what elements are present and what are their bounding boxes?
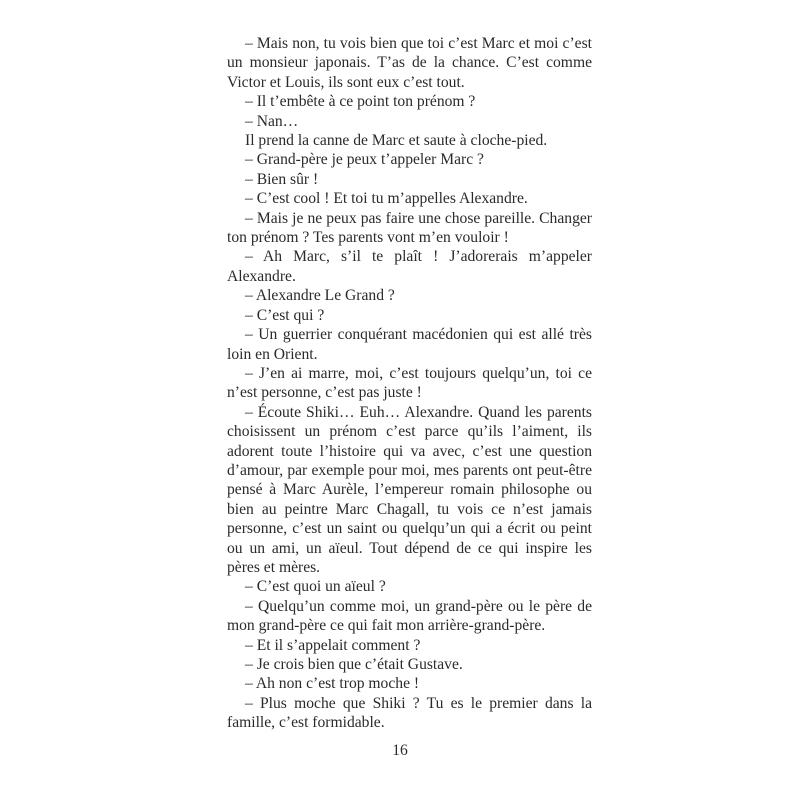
paragraph-7: – C’est cool ! Et toi tu m’appelles Alexandre.: [245, 190, 528, 208]
paragraph-17: – Et il s’appelait comment ?: [245, 636, 421, 654]
paragraph-9: – Ah Marc, s’il te plaît ! J’adorerais m’appeler Alexandre.: [227, 248, 592, 285]
paragraph-14: – Écoute Shiki… Euh… Alexandre. Quand les parents choisissent un prénom c’est parce qu’ils l’aiment, ils adorent toute l’histoire qui va avec, c’est une question d’amour, par exemple pour moi, mes parents ont peut-être pensé à Marc Aurèle, l’empereur romain philosophe ou bien au peintre Marc Chagall, tu vois ce n’est jamais personne, c’est un saint ou quelqu’un qui a écrit ou peint ou un ami, un aïeul. Tout dépend de ce qui inspire les pères et mères.: [227, 403, 592, 576]
paragraph-5: – Grand-père je peux t’appeler Marc ?: [245, 151, 484, 169]
paragraph-15: – C’est quoi un aïeul ?: [245, 578, 386, 596]
paragraph-10: – Alexandre Le Grand ?: [245, 287, 395, 305]
book-page: [227, 34, 592, 733]
paragraph-4: Il prend la canne de Marc et saute à cloche-pied.: [245, 132, 548, 150]
paragraph-13: – J’en ai marre, moi, c’est toujours quelqu’un, toi ce n’est personne, c’est pas juste !: [227, 364, 592, 402]
page-number: 16: [392, 742, 408, 759]
paragraph-2: – Il t’embête à ce point ton prénom ?: [245, 93, 476, 111]
paragraph-6: – Bien sûr !: [245, 170, 319, 188]
paragraph-11: – C’est qui ?: [245, 306, 325, 324]
paragraph-3: – Nan…: [245, 112, 299, 130]
paragraph-19: – Ah non c’est trop moche !: [245, 675, 420, 693]
paragraph-1: – Mais non, tu vois bien que toi c’est Marc et moi c’est un monsieur japonais. T’as de la chance. C’est comme Victor et Louis, ils sont eux c’est tout.: [227, 35, 592, 91]
page-body-text: [227, 34, 592, 733]
paragraph-12: – Un guerrier conquérant macédonien qui est allé très loin en Orient.: [227, 326, 592, 363]
paragraph-16: – Quelqu’un comme moi, un grand-père ou le père de mon grand-père ce qui fait mon arrière-grand-père.: [227, 597, 592, 635]
paragraph-20: – Plus moche que Shiki ? Tu es le premier dans la famille, c’est formidable.: [227, 694, 592, 732]
paragraph-8: – Mais je ne peux pas faire une chose pareille. Changer ton prénom ? Tes parents vont m’en vouloir !: [227, 209, 592, 247]
paragraph-18: – Je crois bien que c’était Gustave.: [245, 656, 463, 673]
